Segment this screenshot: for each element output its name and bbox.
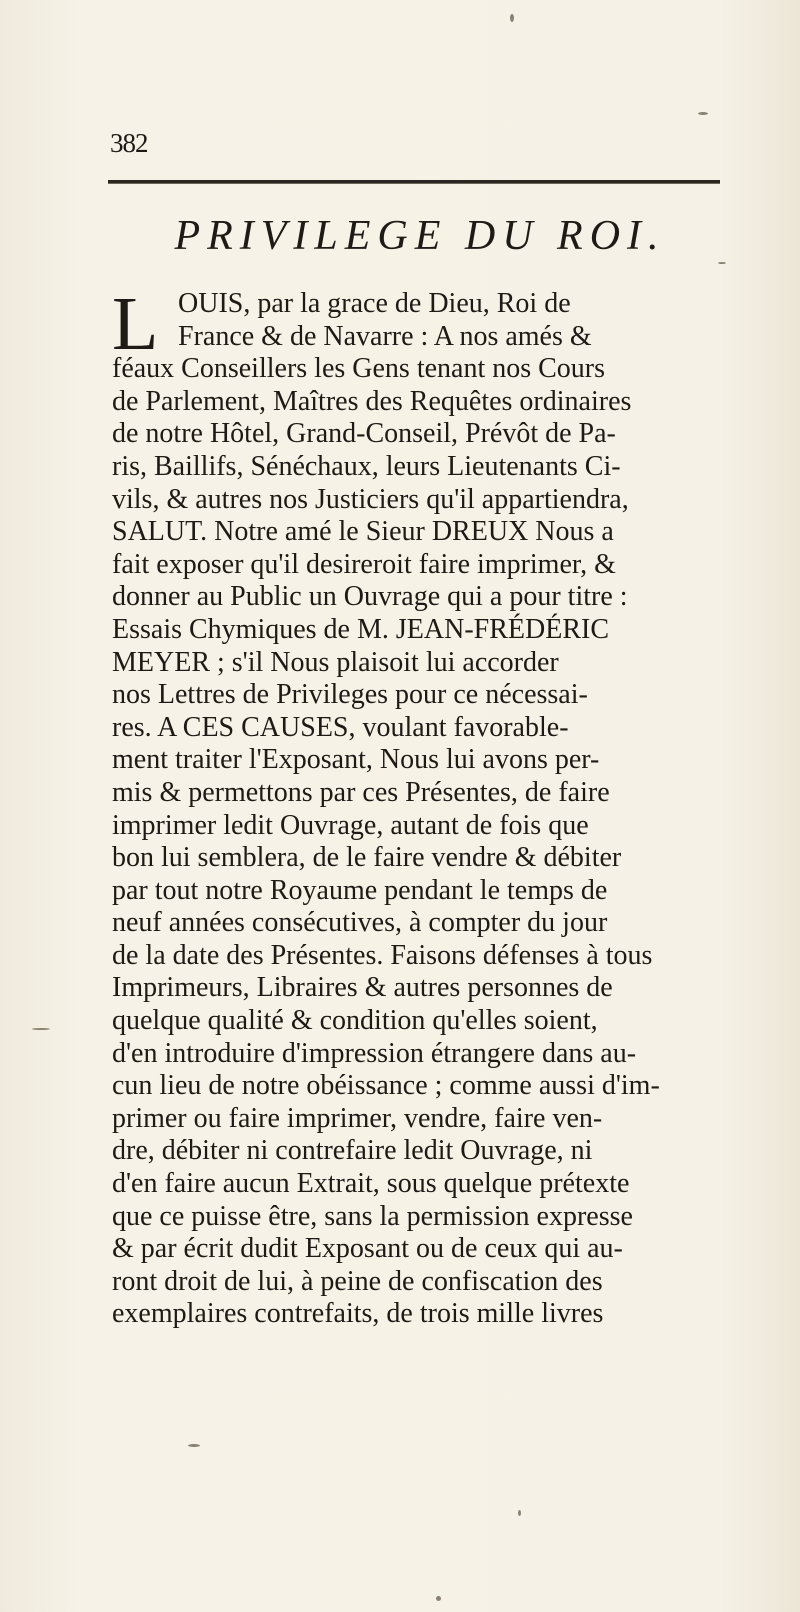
body-text [112, 282, 748, 1331]
text-line: imprimer ledit Ouvrage, autant de fois que [112, 809, 589, 841]
text-line: bon lui semblera, de le faire vendre & débiter [112, 842, 622, 874]
page-number: 382 [110, 128, 148, 158]
text-line: ment traiter l'Exposant, Nous lui avons per- [112, 744, 600, 776]
paper-speck [698, 112, 708, 115]
text-line: par tout notre Royaume pendant le temps de [112, 874, 608, 906]
text-line: MEYER ; s'il Nous plaisoit lui accorder [112, 646, 559, 678]
text-line: ris, Baillifs, Sénéchaux, leurs Lieutenants Ci- [112, 450, 621, 482]
drop-cap: L [112, 282, 159, 366]
paper-speck [518, 1510, 521, 1516]
text-line: fait exposer qu'il desireroit faire imprimer, & [112, 548, 616, 580]
paper-speck [718, 262, 726, 264]
text-line: de notre Hôtel, Grand-Conseil, Prévôt de Pa- [112, 418, 616, 450]
text-line: primer ou faire imprimer, vendre, faire ven- [112, 1102, 603, 1134]
text-line: exemplaires contrefaits, de trois mille livres [112, 1298, 604, 1330]
text-line: SALUT. Notre amé le Sieur DREUX Nous a [112, 516, 614, 548]
text-line: donner au Public un Ouvrage qui a pour titre : [112, 581, 628, 613]
paper-speck [436, 1596, 441, 1601]
page-title: PRIVILEGE DU ROI. [174, 213, 666, 259]
text-line: cun lieu de notre obéissance ; comme aussi d'im- [112, 1070, 660, 1102]
text-line: quelque qualité & condition qu'elles soient, [112, 1005, 598, 1037]
text-line: vils, & autres nos Justiciers qu'il appartiendra, [112, 483, 629, 515]
text-line: neuf années consécutives, à compter du jour [112, 907, 608, 939]
text-line: féaux Conseillers les Gens tenant nos Cours [112, 353, 606, 385]
text-line: que ce puisse être, sans la permission expresse [112, 1200, 633, 1232]
text-line: Imprimeurs, Libraires & autres personnes de [112, 972, 613, 1004]
text-line: de la date des Présentes. Faisons défenses à tous [112, 939, 653, 971]
text-line: & par écrit dudit Exposant ou de ceux qui au- [112, 1233, 623, 1265]
paper-speck [510, 14, 514, 22]
paper-speck [32, 1028, 50, 1030]
text-line: nos Lettres de Privileges pour ce nécessai- [112, 679, 588, 711]
header-rule [108, 180, 720, 184]
text-line: de Parlement, Maîtres des Requêtes ordinaires [112, 385, 632, 417]
text-line: France & de Navarre : A nos amés & [178, 320, 592, 352]
text-line: OUIS, par la grace de Dieu, Roi de [178, 288, 571, 319]
text-line: dre, débiter ni contrefaire ledit Ouvrage, ni [112, 1135, 593, 1167]
text-line: ront droit de lui, à peine de confiscation des [112, 1265, 603, 1297]
text-line: d'en faire aucun Extrait, sous quelque prétexte [112, 1168, 630, 1200]
text-line: Essais Chymiques de M. JEAN-FRÉDÉRIC [112, 613, 609, 645]
text-line: res. A CES CAUSES, voulant favorable- [112, 711, 569, 743]
text-line: d'en introduire d'impression étrangere dans au- [112, 1037, 637, 1069]
paper-speck [188, 1444, 200, 1447]
text-line: mis & permettons par ces Présentes, de faire [112, 776, 610, 808]
